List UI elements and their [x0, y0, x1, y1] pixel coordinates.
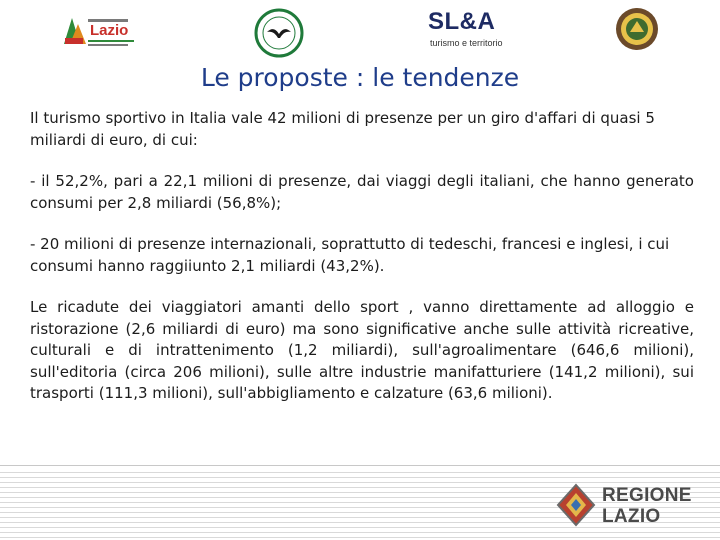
- paragraph-impacts: Le ricadute dei viaggiatori amanti dello sport , vanno direttamente ad alloggio e ristorazione (2,6 miliardi di euro) ma sono significative anche sulle attività ricreative, culturali e di intrattenimento (1,2 miliardi), sull'agroalimentare (646,6 milioni), sull'editoria (circa 206 milioni), sulle altre industrie manifatturiere (141,2 milioni), sui trasporti (111,3 milioni), sull'abbigliamento e calzature (63,6 milioni).: [30, 298, 694, 402]
- sla-logo: [424, 10, 524, 52]
- badge-emblem-icon: [612, 6, 662, 52]
- slide-content: [30, 108, 694, 425]
- regione-lazio-emblem-icon: [556, 483, 596, 527]
- round-badge-logo: [612, 6, 662, 52]
- parchi-lazio-logo: [62, 14, 138, 50]
- bird-emblem-icon: [254, 8, 304, 58]
- bird-association-logo: [254, 8, 304, 58]
- lazio-text: LAZIO: [602, 506, 661, 527]
- regione-lazio-logo: [556, 483, 696, 529]
- sla-logo-title: SL&A: [428, 8, 496, 35]
- footer-divider: [0, 465, 720, 466]
- sla-logo-subtitle: turismo e territorio: [430, 38, 503, 48]
- slide-title: Le proposte : le tendenze: [200, 63, 520, 92]
- paragraph-international: - 20 milioni di presenze internazionali, soprattutto di tedeschi, francesi e inglesi, i cui consumi hanno raggiiunto 2,1 miliardi (43,2%).: [30, 235, 670, 275]
- paragraph-italians: - il 52,2%, pari a 22,1 milioni di presenze, dai viaggi degli italiani, che hanno generato consumi per 2,8 miliardi (56,8%);: [30, 172, 694, 212]
- paragraph-intro: Il turismo sportivo in Italia vale 42 milioni di presenze per un giro d'affari di quasi 5 miliardi di euro, di cui:: [30, 109, 655, 149]
- regione-text: REGIONE: [602, 485, 692, 506]
- lazio-logo-text: Lazio: [90, 22, 129, 39]
